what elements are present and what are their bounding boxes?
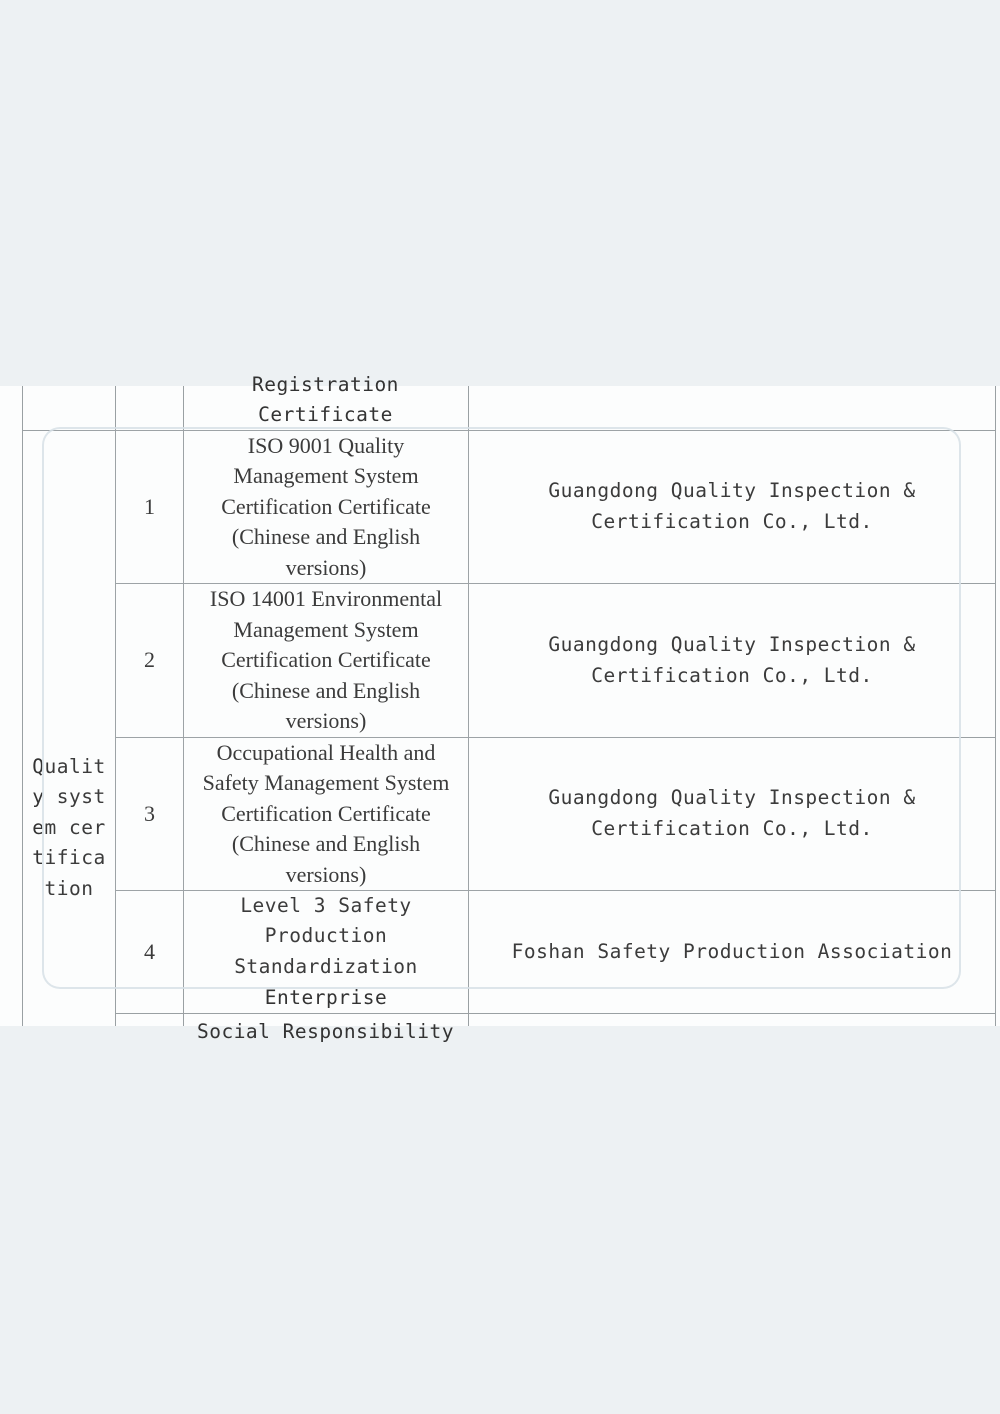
next-row-name-cut-text: Social Responsibility bbox=[196, 1020, 455, 1043]
prev-row-name-cut bbox=[183, 370, 468, 400]
prev-row-name-cut-text: Registration bbox=[252, 372, 399, 396]
row-3-issuer bbox=[469, 738, 995, 890]
row-2-number-text: 2 bbox=[144, 647, 155, 673]
category-cell bbox=[23, 738, 115, 918]
row-2-issuer bbox=[469, 584, 995, 737]
row-2-name-text: ISO 14001 Environmental Management System Certification Certificate (Chinese and English versions) bbox=[209, 586, 443, 734]
table-border-right bbox=[995, 386, 996, 1026]
prev-row-name bbox=[183, 400, 468, 430]
row-3-number-text: 3 bbox=[144, 800, 155, 826]
row-2-issuer-text: Guangdong Quality Inspection & Certification Co., Ltd. bbox=[548, 632, 916, 687]
row-4-number-text: 4 bbox=[144, 938, 155, 964]
row-2-number bbox=[116, 584, 183, 737]
row-4-number bbox=[116, 891, 183, 1013]
row-3-name bbox=[184, 738, 468, 890]
row-2-name bbox=[184, 584, 468, 737]
row-1-number bbox=[116, 431, 183, 583]
next-row-name-cut bbox=[183, 1014, 468, 1044]
row-1-issuer-text: Guangdong Quality Inspection & Certification Co., Ltd. bbox=[548, 479, 916, 533]
prev-row-name-text: Certificate bbox=[258, 402, 393, 426]
row-1-name-text: ISO 9001 Quality Management System Certification Certificate (Chinese and English versions) bbox=[221, 432, 431, 580]
row-4-issuer-text: Foshan Safety Production Association bbox=[511, 939, 953, 963]
row-1-name bbox=[184, 431, 468, 583]
row-4-name-text: Level 3 Safety Production Standardization Enterprise bbox=[234, 893, 418, 1009]
row-3-issuer-text: Guangdong Quality Inspection & Certification Co., Ltd. bbox=[548, 786, 916, 840]
row-1-number-text: 1 bbox=[144, 493, 155, 519]
row-3-number bbox=[116, 738, 183, 890]
document-page bbox=[0, 372, 1000, 1043]
category-label: Quality system certification bbox=[32, 754, 106, 900]
row-1-issuer bbox=[469, 431, 995, 583]
row-3-name-text: Occupational Health and Safety Management System Certification Certificate (Chinese and English versions) bbox=[202, 739, 450, 887]
row-4-name bbox=[184, 891, 468, 1013]
table-border-left bbox=[22, 386, 23, 1026]
row-4-issuer bbox=[469, 891, 995, 1013]
